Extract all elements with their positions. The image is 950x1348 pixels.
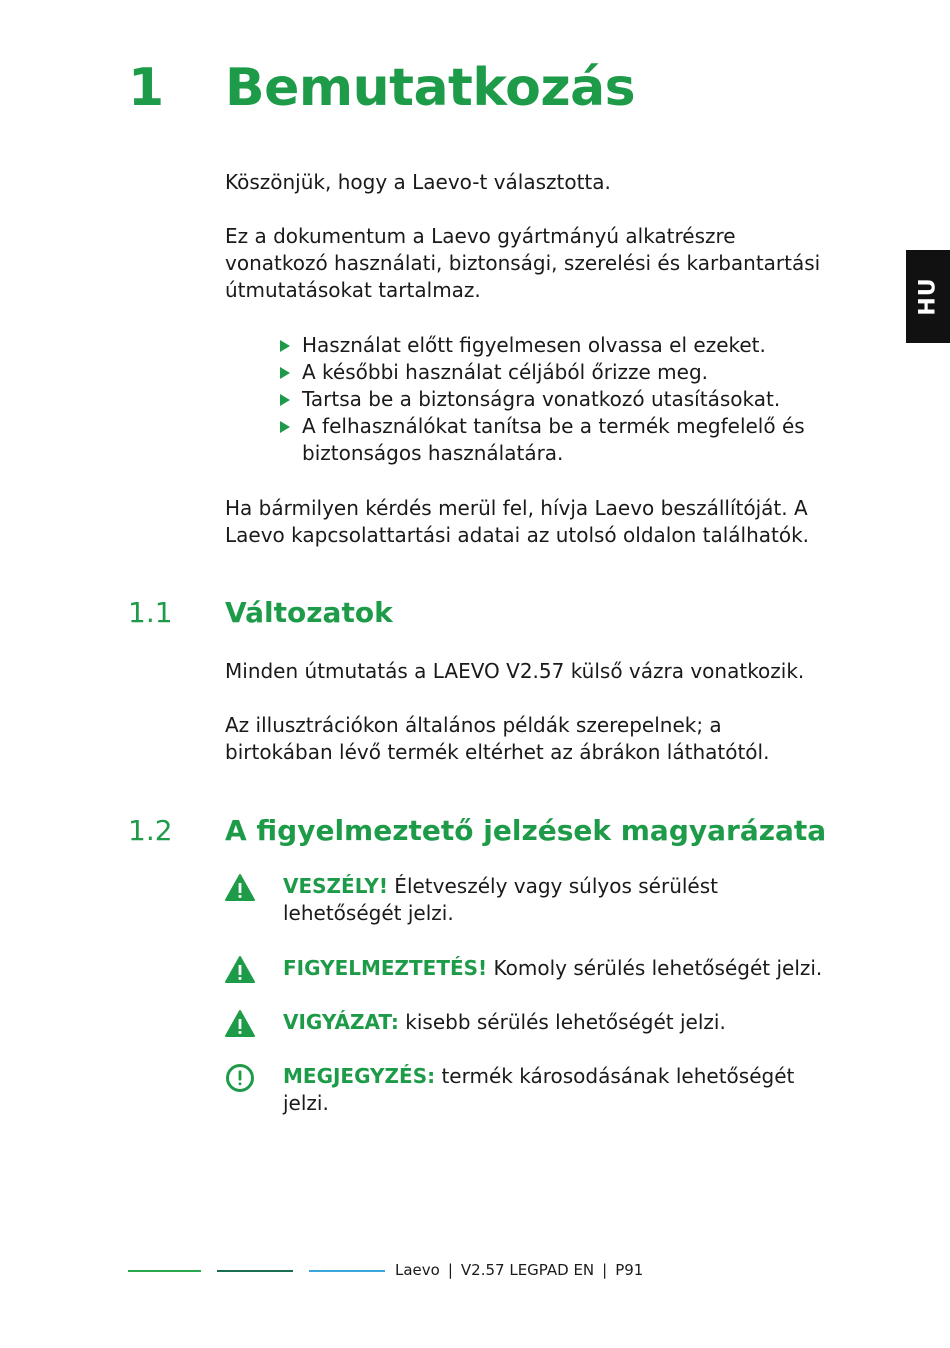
note-notice-text — [283, 1063, 828, 1117]
section-1-1-paragraph-2: Az illusztrációkon általános példák szerepelnek; a birtokában lévő termék eltérhet az ábrákon láthatótól. — [225, 713, 770, 764]
section-number-1-2: 1.2 — [128, 814, 173, 847]
footer-separator: | — [602, 1261, 608, 1279]
section-number-1-1: 1.1 — [128, 596, 173, 629]
intro-paragraph-1: Köszönjük, hogy a Laevo-t választotta. — [225, 170, 611, 194]
section-1-1-paragraph-1: Minden útmutatás a LAEVO V2.57 külső vázra vonatkozik. — [225, 659, 805, 683]
list-item — [278, 386, 823, 413]
chapter-title: Bemutatkozás — [225, 58, 636, 118]
footer-separator: | — [447, 1261, 453, 1279]
language-tab — [906, 250, 950, 343]
warning-triangle-icon — [225, 1009, 255, 1039]
footer — [395, 1261, 643, 1279]
warning-notice-text — [283, 955, 828, 982]
chapter-number: 1 — [128, 58, 165, 118]
list-item — [278, 359, 823, 386]
list-item-text: A felhasználókat tanítsa be a termék megfelelő és biztonságos használatára. — [302, 414, 805, 465]
intro-paragraph-3: Ha bármilyen kérdés merül fel, hívja Laevo beszállítóját. A Laevo kapcsolattartási adatai az utolsó oldalon találhatók. — [225, 496, 810, 547]
section-title-1-2: A figyelmeztető jelzések magyarázata — [225, 814, 827, 847]
danger-description: Életveszély vagy súlyos sérülést lehetőségét jelzi. — [283, 874, 718, 925]
triangle-bullet-icon — [280, 394, 290, 406]
warning-description: Komoly sérülés lehetőségét jelzi. — [487, 956, 823, 980]
danger-keyword: VESZÉLY! — [283, 874, 388, 898]
list-item — [278, 413, 823, 467]
list-item-text: Tartsa be a biztonságra vonatkozó utasításokat. — [302, 387, 781, 411]
triangle-bullet-icon — [280, 421, 290, 433]
caution-keyword: VIGYÁZAT: — [283, 1010, 399, 1034]
intro-paragraph-2: Ez a dokumentum a Laevo gyártmányú alkatrészre vonatkozó használati, biztonsági, szerelési és karbantartási útmutatásokat tartalmaz. — [225, 224, 821, 302]
note-keyword: MEGJEGYZÉS: — [283, 1064, 436, 1088]
intro-bullet-list — [278, 332, 823, 467]
footer-divider-blue — [309, 1270, 385, 1272]
list-item-text: A későbbi használat céljából őrizze meg. — [302, 360, 708, 384]
caution-description: kisebb sérülés lehetőségét jelzi. — [398, 1010, 726, 1034]
section-title-1-1: Változatok — [225, 596, 393, 629]
footer-document-id: V2.57 LEGPAD EN — [460, 1261, 595, 1279]
language-tab-label: HU — [915, 277, 941, 316]
exclamation-circle-icon — [225, 1063, 255, 1093]
danger-notice-text — [283, 873, 828, 927]
warning-triangle-icon — [225, 955, 255, 985]
caution-notice-text — [283, 1009, 828, 1036]
triangle-bullet-icon — [280, 367, 290, 379]
triangle-bullet-icon — [280, 340, 290, 352]
list-item-text: Használat előtt figyelmesen olvassa el ezeket. — [302, 333, 766, 357]
warning-keyword: FIGYELMEZTETÉS! — [283, 956, 488, 980]
note-description: termék károsodásának lehetőségét jelzi. — [283, 1064, 795, 1115]
footer-divider-dark-green — [217, 1270, 293, 1272]
list-item — [278, 332, 823, 359]
footer-page-number: P91 — [615, 1261, 644, 1279]
footer-brand: Laevo — [395, 1261, 440, 1279]
footer-divider-green — [128, 1270, 201, 1272]
warning-triangle-icon — [225, 873, 255, 903]
